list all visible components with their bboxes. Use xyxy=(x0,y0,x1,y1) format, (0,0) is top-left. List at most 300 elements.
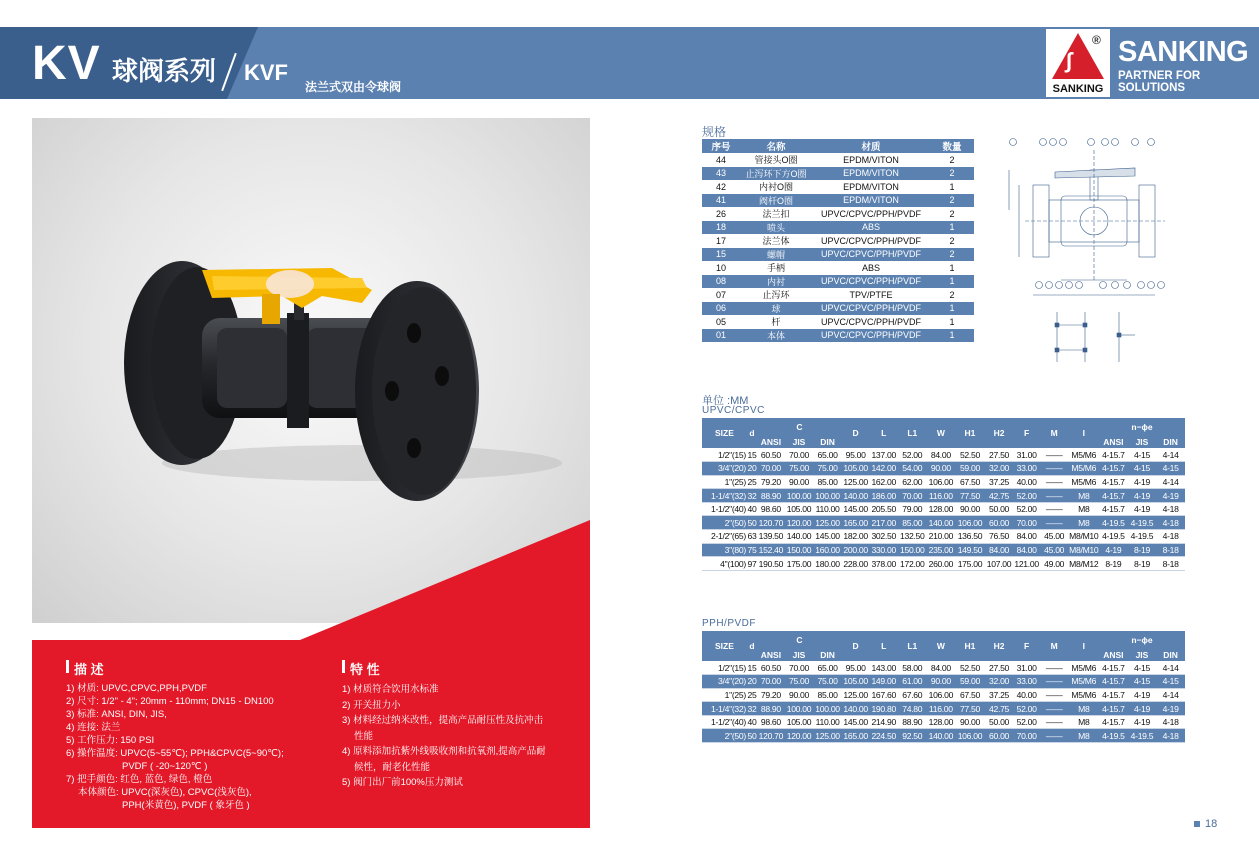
dimension-cell: 140.00 xyxy=(927,729,956,743)
dimension-cell: 1-1/4"(32) xyxy=(702,489,747,503)
spec-row xyxy=(702,302,974,316)
dimension-cell: 125.00 xyxy=(843,689,868,700)
spec-cell: 42 xyxy=(715,181,726,192)
header-size: SIZE xyxy=(702,418,747,448)
dimension-cell: 32.00 xyxy=(985,462,1014,476)
spec-cell: 法兰体 xyxy=(762,236,790,247)
dimension-cell: 175.00 xyxy=(955,557,985,571)
dimension-cell: 52.50 xyxy=(955,448,985,462)
dimension-cell: 4-14 xyxy=(1156,688,1185,702)
dimension-cell: 8-18 xyxy=(1156,557,1185,571)
dimension-cell: —— xyxy=(1040,702,1069,716)
dimension-cell: —— xyxy=(1040,688,1069,702)
dimension-cell: 200.00 xyxy=(843,544,868,555)
dimension-cell: 214.90 xyxy=(869,715,898,729)
header-size: SIZE xyxy=(702,631,747,661)
dimension-cell: 125.00 xyxy=(843,476,868,487)
dimension-cell: 50 xyxy=(747,517,757,528)
dimension-cell: 150.00 xyxy=(898,543,927,557)
dimension-cell: 175.00 xyxy=(785,557,814,571)
dimension-cell: 100.00 xyxy=(813,702,842,716)
dimension-cell: 4-15.7 xyxy=(1099,675,1128,689)
dimension-cell: 4-14 xyxy=(1156,448,1185,462)
description-line: 5) 工作压力: 150 PSI xyxy=(66,735,155,746)
spec-cell: TPV/PTFE xyxy=(849,289,893,300)
dimension-row xyxy=(702,462,1185,476)
header-H2: H2 xyxy=(985,418,1014,448)
feature-line: 1) 材质符合饮用水标准 xyxy=(342,684,439,695)
dimension-cell: 4-15.7 xyxy=(1099,475,1128,489)
header-ansi: ANSI xyxy=(757,435,785,448)
header-nphie: n−ϕe xyxy=(1099,631,1185,648)
spec-cell: 07 xyxy=(715,289,726,300)
header-L: L xyxy=(869,631,898,661)
dimension-cell: 95.00 xyxy=(842,661,870,675)
header-c: C xyxy=(757,418,842,435)
dimension-row xyxy=(702,530,1185,544)
dimension-cell: 4-19.5 xyxy=(1128,729,1157,743)
dimension-cell: 125.00 xyxy=(813,729,842,743)
dimension-cell: 4-18 xyxy=(1156,729,1185,743)
dimension-cell: 31.00 xyxy=(1013,661,1040,675)
upvc-table-body xyxy=(702,448,1185,570)
spec-cell: UPVC/CPVC/PPH/PVDF xyxy=(812,329,930,343)
material-label-pph: PPH/PVDF xyxy=(702,618,757,629)
dimension-cell: 70.00 xyxy=(757,675,785,689)
header-H1: H1 xyxy=(955,418,985,448)
dimension-cell: 27.50 xyxy=(985,448,1014,462)
dimension-cell: 4-14 xyxy=(1156,475,1185,489)
dimension-cell: 4"(100) xyxy=(702,557,747,571)
dimension-cell: 4-15.7 xyxy=(1099,489,1128,503)
spec-cell: 41 xyxy=(702,194,740,208)
dimension-cell: 42.75 xyxy=(985,702,1014,716)
dimension-row xyxy=(702,516,1185,530)
spec-cell: 05 xyxy=(715,316,726,327)
dimension-cell: 3/4"(20) xyxy=(702,675,747,689)
dimension-cell: 90.00 xyxy=(927,462,956,476)
header-ansi: ANSI xyxy=(1099,648,1128,661)
dimension-row xyxy=(702,661,1185,675)
dimension-cell: 330.00 xyxy=(869,543,898,557)
dimension-cell: 4-15.7 xyxy=(1099,462,1128,476)
dimension-row xyxy=(702,702,1185,716)
dimension-cell: 205.50 xyxy=(869,502,898,516)
dimension-row xyxy=(702,475,1185,489)
dimension-cell: 121.00 xyxy=(1014,558,1039,569)
dimension-cell: 165.00 xyxy=(843,730,868,741)
dimension-cell: —— xyxy=(1040,715,1069,729)
dimension-cell: 4-15 xyxy=(1156,675,1185,689)
dimension-cell: 4-19.5 xyxy=(1099,729,1128,743)
dimension-cell: 260.00 xyxy=(927,557,956,571)
spec-cell: UPVC/CPVC/PPH/PVDF xyxy=(820,235,922,246)
description-line: PPH(米黄色), PVDF ( 象牙色 ) xyxy=(122,800,250,811)
page-marker xyxy=(1194,821,1200,827)
logo-text: SANKING xyxy=(1052,83,1104,95)
dimension-cell: M8 xyxy=(1068,516,1099,530)
dimension-cell: 105.00 xyxy=(785,715,814,729)
dimension-cell: 40.00 xyxy=(1013,475,1040,489)
header-jis: JIS xyxy=(1128,648,1157,661)
dimension-cell: 20 xyxy=(747,463,757,474)
spec-cell: 1 xyxy=(949,316,955,327)
spec-cell: 26 xyxy=(715,208,726,219)
dimension-cell: 32 xyxy=(747,490,757,501)
header-c: C xyxy=(757,631,842,648)
dimension-cell: 4-19 xyxy=(1128,502,1157,516)
dimension-row xyxy=(702,557,1185,571)
dimension-cell: 1-1/2"(40) xyxy=(702,502,747,516)
dimension-row xyxy=(702,729,1185,743)
header-L: L xyxy=(869,418,898,448)
dimension-cell: 79.20 xyxy=(757,688,785,702)
spec-cell: 18 xyxy=(702,221,740,235)
spec-cell: 06 xyxy=(702,302,740,316)
dimension-cell: 45.00 xyxy=(1040,530,1069,544)
dimension-cell: 1-1/2"(40) xyxy=(702,715,747,729)
dimension-cell: 77.50 xyxy=(955,489,985,503)
model-code: KVF xyxy=(244,60,288,85)
dimension-cell: 125.00 xyxy=(813,516,842,530)
dimension-cell: 65.00 xyxy=(813,661,842,675)
dimension-cell: 4-15.7 xyxy=(1099,661,1128,675)
product-photo xyxy=(32,118,590,623)
dimension-cell: 79.20 xyxy=(757,475,785,489)
description-line: 3) 标准: ANSI, DIN, JIS, xyxy=(66,709,167,720)
dimension-cell: 65.00 xyxy=(813,448,842,462)
spec-cell: 止泻环下方O圈 xyxy=(740,167,812,181)
dimension-cell: 97 xyxy=(747,558,757,569)
dimension-cell: 105.00 xyxy=(785,502,814,516)
dimension-row xyxy=(702,448,1185,462)
dimension-cell: 128.00 xyxy=(927,502,956,516)
dimension-cell: 106.00 xyxy=(955,729,985,743)
dimension-cell: 49.00 xyxy=(1040,557,1069,571)
dimension-cell: 160.00 xyxy=(813,543,842,557)
header-din: DIN xyxy=(813,435,842,448)
spec-row xyxy=(702,221,974,235)
dimension-cell: 61.00 xyxy=(898,675,927,689)
brand-name: SANKING xyxy=(1118,36,1249,68)
dimension-cell: 107.00 xyxy=(985,557,1014,571)
dimension-cell: 186.00 xyxy=(869,489,898,503)
registered-mark: ® xyxy=(1092,33,1101,47)
spec-cell: 1 xyxy=(930,329,974,343)
spec-cell: UPVC/CPVC/PPH/PVDF xyxy=(820,208,922,219)
spec-cell: 螺帽 xyxy=(740,248,812,262)
spec-cell: 杆 xyxy=(771,317,781,328)
spec-row xyxy=(702,153,974,167)
dimension-cell: 4-15.7 xyxy=(1099,502,1128,516)
spec-header: 名称 xyxy=(740,139,812,153)
dimension-cell: 37.25 xyxy=(985,475,1014,489)
dimension-cell: 50 xyxy=(747,730,757,741)
dimension-cell: —— xyxy=(1040,448,1069,462)
dimension-cell: 132.50 xyxy=(898,530,927,544)
header-L1: L1 xyxy=(898,418,927,448)
dimension-cell: 58.00 xyxy=(898,661,927,675)
dimension-cell: 20 xyxy=(747,676,757,687)
dimension-cell: 85.00 xyxy=(813,688,842,702)
dimension-cell: 70.00 xyxy=(898,489,927,503)
dimension-cell: 180.00 xyxy=(813,557,842,571)
dimension-cell: 32 xyxy=(747,703,757,714)
spec-cell: 2 xyxy=(930,194,974,208)
spec-cell: 1 xyxy=(949,262,955,273)
series-name: 球阀系列 xyxy=(112,56,217,86)
spec-cell: 本体 xyxy=(740,329,812,343)
dimension-cell: 4-15 xyxy=(1128,462,1157,476)
dimension-cell: 210.00 xyxy=(927,530,956,544)
spec-row xyxy=(702,248,974,262)
spec-row xyxy=(702,194,974,208)
dimension-cell: 77.50 xyxy=(955,702,985,716)
dimension-row xyxy=(702,715,1185,729)
unit-label: 单位 :MM xyxy=(702,395,749,407)
dimension-cell: M5/M6 xyxy=(1068,688,1099,702)
dimension-cell: 98.60 xyxy=(757,715,785,729)
spec-row xyxy=(702,329,974,343)
dimension-cell: 110.00 xyxy=(813,502,842,516)
dimension-cell: 75.00 xyxy=(785,462,814,476)
ball-valve-illustration xyxy=(32,118,590,623)
spec-row xyxy=(702,288,974,302)
dimension-cell: —— xyxy=(1040,516,1069,530)
dimension-cell: 79.00 xyxy=(898,502,927,516)
dimension-cell: 116.00 xyxy=(927,489,956,503)
spec-cell: ABS xyxy=(812,221,930,235)
dimension-cell: 25 xyxy=(747,476,757,487)
dimension-cell: 120.00 xyxy=(785,516,814,530)
dimension-cell: 33.00 xyxy=(1013,675,1040,689)
dimension-cell: 1/2"(15) xyxy=(702,661,747,675)
header-I: I xyxy=(1068,418,1099,448)
dimension-cell: 378.00 xyxy=(869,557,898,571)
dimension-cell: 190.80 xyxy=(869,702,898,716)
dimension-cell: 52.50 xyxy=(955,661,985,675)
spec-cell: 管接头O圈 xyxy=(754,155,798,166)
dimension-cell: 3/4"(20) xyxy=(702,462,747,476)
header-M: M xyxy=(1040,418,1069,448)
feature-line: 5) 阀门出厂前100%压力测试 xyxy=(342,777,463,788)
dimension-cell: 4-15.7 xyxy=(1099,448,1128,462)
dimension-cell: 90.00 xyxy=(955,502,985,516)
dimension-cell: 92.50 xyxy=(898,729,927,743)
dimension-cell: 52.00 xyxy=(1013,489,1040,503)
dimension-cell: 50.00 xyxy=(985,715,1014,729)
feature-line: 2) 开关扭力小 xyxy=(342,699,401,711)
dimension-cell: M8/M12 xyxy=(1069,558,1099,569)
description-marker xyxy=(66,660,69,673)
spec-cell: 1 xyxy=(949,181,955,192)
dimension-cell: 4-19 xyxy=(1156,489,1185,503)
features-list xyxy=(342,682,582,791)
material-label-upvc: UPVC/CPVC xyxy=(702,405,765,416)
dimension-cell: 116.00 xyxy=(927,702,956,716)
dimension-cell: 60.00 xyxy=(985,516,1014,530)
dimension-cell: —— xyxy=(1040,462,1069,476)
spec-row xyxy=(702,315,974,329)
dimension-cell: 105.00 xyxy=(843,463,868,474)
dimension-cell: 4-14 xyxy=(1156,661,1185,675)
dimension-cell: 4-15 xyxy=(1128,448,1157,462)
dimension-cell: 40.00 xyxy=(1013,688,1040,702)
dimension-cell: 149.50 xyxy=(955,543,985,557)
dimension-cell: 106.00 xyxy=(927,688,956,702)
dimension-cell: 75.00 xyxy=(813,675,842,689)
dimension-cell: 142.00 xyxy=(869,462,898,476)
spec-cell: 10 xyxy=(715,262,726,273)
dimension-cell: 8-18 xyxy=(1156,543,1185,557)
header-L1: L1 xyxy=(898,631,927,661)
feature-line: 候性，耐老化性能 xyxy=(354,761,431,773)
dimension-cell: 8-19 xyxy=(1128,543,1157,557)
dimension-cell: M8 xyxy=(1068,502,1099,516)
dimension-cell: M8 xyxy=(1068,489,1099,503)
dimension-cell: 90.00 xyxy=(927,675,956,689)
dimension-cell: 4-15 xyxy=(1128,675,1157,689)
dimension-cell: M5/M6 xyxy=(1068,675,1099,689)
dimension-cell: 60.50 xyxy=(757,448,785,462)
dimension-cell: 152.40 xyxy=(758,544,784,555)
dimension-cell: 120.70 xyxy=(758,517,784,528)
dimension-cell: 145.00 xyxy=(813,530,842,544)
spec-cell: ABS xyxy=(861,262,880,273)
model-subtitle: 法兰式双由令球阀 xyxy=(305,80,402,94)
dimension-cell: M5/M6 xyxy=(1068,448,1099,462)
dimension-cell: —— xyxy=(1040,661,1069,675)
dimension-cell: 165.00 xyxy=(843,517,868,528)
dimension-cell: 140.00 xyxy=(927,516,956,530)
dimension-cell: —— xyxy=(1040,475,1069,489)
spec-body xyxy=(702,153,974,342)
dimension-cell: —— xyxy=(1040,729,1069,743)
spec-cell: 手柄 xyxy=(766,263,785,274)
dimension-cell: 149.00 xyxy=(869,675,898,689)
spec-cell: 止泻环 xyxy=(762,290,790,301)
dimension-cell: 4-15.7 xyxy=(1099,688,1128,702)
dimension-cell: 4-18 xyxy=(1156,715,1185,729)
spec-cell: UPVC/CPVC/PPH/PVDF xyxy=(812,302,930,316)
dimension-cell: 95.00 xyxy=(842,448,870,462)
spec-header: 序号 xyxy=(702,139,740,153)
dimension-cell: —— xyxy=(1040,489,1069,503)
dimension-cell: 37.25 xyxy=(985,688,1014,702)
dimension-cell: 120.70 xyxy=(758,730,784,741)
dimension-cell: 4-18 xyxy=(1156,502,1185,516)
dimension-cell: 100.00 xyxy=(813,489,842,503)
dimension-cell: 59.00 xyxy=(955,462,985,476)
dimension-cell: 98.60 xyxy=(757,502,785,516)
dimension-cell: 137.00 xyxy=(869,448,898,462)
spec-cell: 44 xyxy=(715,154,726,165)
spec-cell: 1 xyxy=(930,275,974,289)
header-F: F xyxy=(1013,418,1040,448)
dimension-cell: 84.00 xyxy=(1013,530,1040,544)
dimension-cell: 62.00 xyxy=(898,475,927,489)
dimension-cell: 85.00 xyxy=(813,475,842,489)
dimension-cell: M8 xyxy=(1068,729,1099,743)
series-code: KV xyxy=(32,37,101,90)
dimension-cell: 90.00 xyxy=(955,715,985,729)
dimension-cell: 228.00 xyxy=(843,558,868,569)
header-H1: H1 xyxy=(955,631,985,661)
dimension-cell: 67.60 xyxy=(898,688,927,702)
dimension-cell: 76.50 xyxy=(985,530,1014,544)
spec-row xyxy=(702,207,974,221)
spec-row xyxy=(702,180,974,194)
dimension-cell: 1"(25) xyxy=(702,475,747,489)
dimension-cell: 182.00 xyxy=(843,531,868,542)
description-line: 1) 材质: UPVC,CPVC,PPH,PVDF xyxy=(66,683,207,694)
description-line: 7) 把手颜色: 红色, 蓝色, 绿色, 橙色 xyxy=(66,774,213,785)
valve-section-drawing xyxy=(995,130,1171,370)
dimension-cell: 2"(50) xyxy=(702,516,747,530)
dimension-cell: 2-1/2"(65) xyxy=(702,530,747,544)
spec-cell: 43 xyxy=(702,167,740,181)
dimension-cell: 42.75 xyxy=(985,489,1014,503)
dimension-cell: 90.00 xyxy=(785,688,814,702)
dimension-cell: 67.50 xyxy=(955,688,985,702)
spec-cell: EPDM/VITON xyxy=(843,181,899,192)
dimension-cell: 52.00 xyxy=(1013,702,1040,716)
dimension-cell: 4-19.5 xyxy=(1128,530,1157,544)
dimension-cell: 4-19 xyxy=(1128,702,1157,716)
dimension-cell: 4-15.7 xyxy=(1099,715,1128,729)
dimension-row xyxy=(702,502,1185,516)
dimension-cell: 40 xyxy=(747,717,757,728)
upvc-dimension-table xyxy=(702,418,1185,571)
header-D: D xyxy=(842,418,870,448)
dimension-cell: 172.00 xyxy=(898,557,927,571)
header-din: DIN xyxy=(813,648,842,661)
dimension-cell: 45.00 xyxy=(1040,543,1069,557)
dimension-cell: 52.00 xyxy=(898,448,927,462)
dimension-cell: 224.50 xyxy=(869,729,898,743)
dimension-cell: 59.00 xyxy=(955,675,985,689)
dimension-cell: 67.50 xyxy=(955,475,985,489)
dimension-cell: 1-1/4"(32) xyxy=(702,702,747,716)
header-din: DIN xyxy=(1156,435,1185,448)
dimension-cell: 27.50 xyxy=(985,661,1014,675)
dimension-cell: 128.00 xyxy=(927,715,956,729)
dimension-cell: 2"(50) xyxy=(702,729,747,743)
dimension-cell: 4-18 xyxy=(1156,530,1185,544)
dimension-cell: 4-19.5 xyxy=(1099,516,1128,530)
spec-cell: UPVC/CPVC/PPH/PVDF xyxy=(812,248,930,262)
dimension-cell: M5/M6 xyxy=(1068,661,1099,675)
description-title: 描 述 xyxy=(74,662,104,677)
spec-cell: 1 xyxy=(930,302,974,316)
dimension-cell: 52.00 xyxy=(1013,502,1040,516)
spec-cell: 喷头 xyxy=(740,221,812,235)
header-ansi: ANSI xyxy=(757,648,785,661)
spec-cell: 2 xyxy=(949,289,955,300)
dimension-cell: 63 xyxy=(747,531,757,542)
spec-cell: 法兰扣 xyxy=(762,209,790,220)
dimension-cell: 4-19 xyxy=(1128,489,1157,503)
description-line: 2) 尺寸: 1/2" - 4"; 20mm - 110mm; DN15 - DN100 xyxy=(66,696,274,707)
spec-cell: EPDM/VITON xyxy=(812,167,930,181)
header-H2: H2 xyxy=(985,631,1014,661)
dimension-cell: 8-19 xyxy=(1128,557,1157,571)
dimension-cell: M8/M10 xyxy=(1069,531,1099,542)
dimension-cell: 15 xyxy=(747,661,757,675)
feature-line: 3) 材料经过纳米改性，提高产品耐压性及抗冲击 xyxy=(342,715,544,726)
header-nphie: n−ϕe xyxy=(1099,418,1185,435)
spec-table xyxy=(702,139,974,342)
